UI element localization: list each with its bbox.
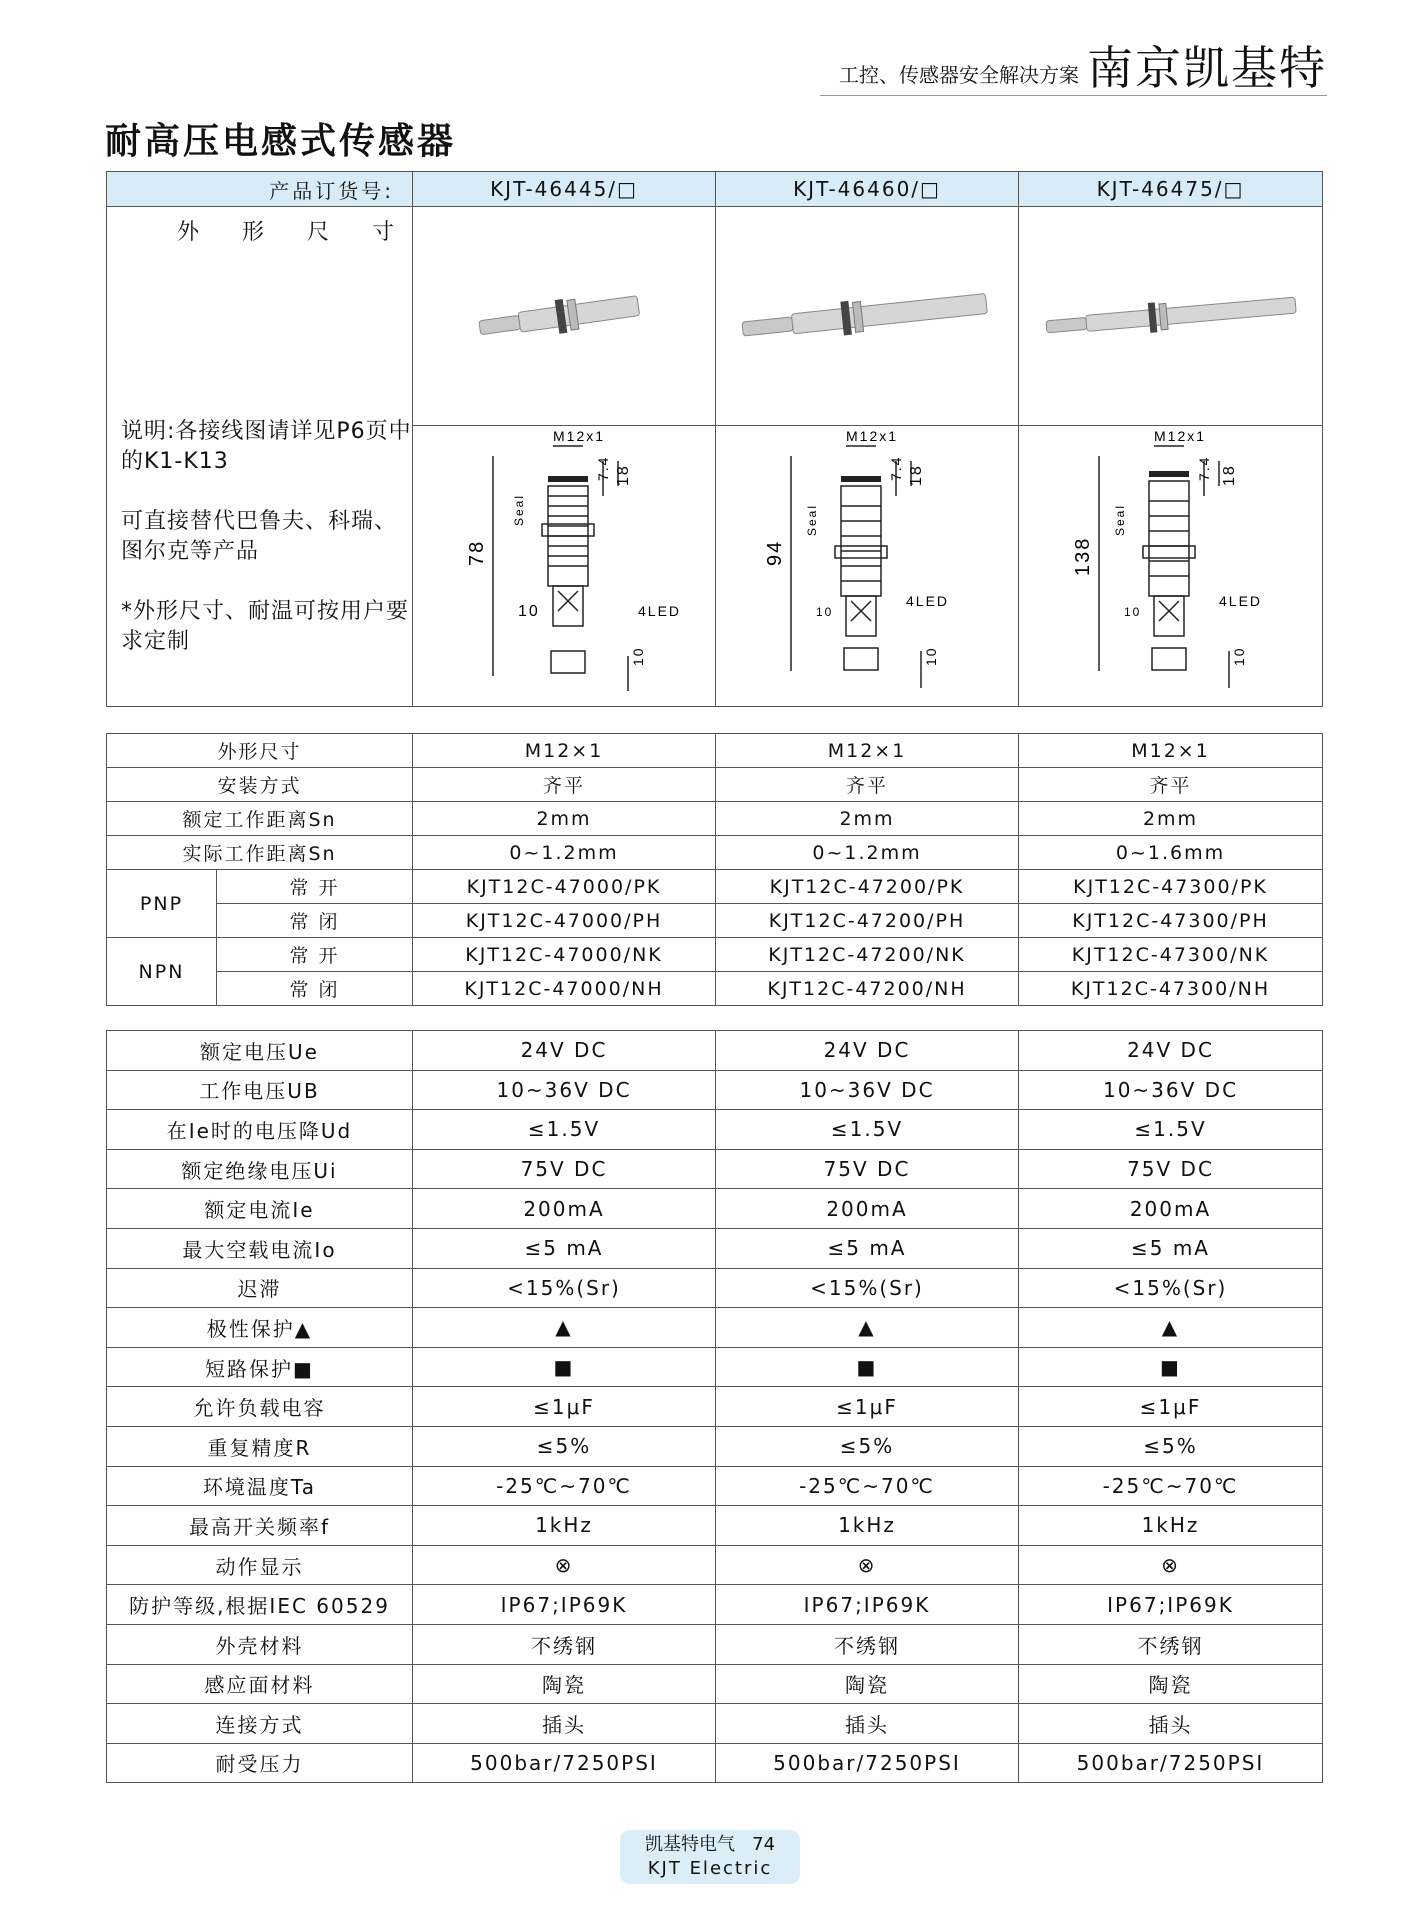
cell-value: ■ [1019,1347,1323,1387]
sensor-image [1041,281,1301,351]
cell-value: 200mA [716,1189,1019,1229]
table-row [107,1743,1323,1783]
nc-label: 常 闭 [217,904,413,938]
table-row [107,1268,1323,1308]
note-custom: *外形尺寸、耐温可按用户要求定制 [121,599,410,654]
sensor-photo-2 [716,207,1019,426]
table-row [107,734,1323,768]
drawing-dim-2: 18 [615,464,632,486]
table-row [107,1624,1323,1664]
cell-value: -25℃~70℃ [1019,1466,1323,1506]
table-row [107,802,1323,836]
cell-value: KJT12C-47300/NH [1019,972,1323,1006]
cell-value: ■ [413,1347,716,1387]
drawing-dim-4: 10 [1231,646,1247,666]
note-replace: 可直接替代巴鲁夫、科瑞、图尔克等产品 [121,509,398,564]
no-label: 常 开 [217,870,413,904]
cell-value: 2mm [716,802,1019,836]
cell-value: 10~36V DC [413,1070,716,1110]
table-row [107,1308,1323,1348]
sensor-photo-3 [1019,207,1323,426]
row-label: 耐受压力 [107,1743,413,1783]
cell-value: ≤1.5V [1019,1110,1323,1150]
cell-value: 陶瓷 [1019,1664,1323,1704]
model-3: KJT-46475/□ [1019,172,1323,207]
cell-value: ≤1μF [413,1387,716,1427]
cell-value: 2mm [413,802,716,836]
cell-value: 24V DC [1019,1031,1323,1071]
drawing-seal: Seal [512,493,526,526]
cell-value: KJT12C-47300/PK [1019,870,1323,904]
drawing-dim-1: 7.4 [595,455,611,481]
table-row [107,1110,1323,1150]
drawing-length: 78 [466,539,488,566]
drawing-led: 4LED [638,603,682,619]
row-label: 外壳材料 [107,1624,413,1664]
drawing [413,426,713,704]
cell-value: ▲ [716,1308,1019,1348]
cell-value: KJT12C-47200/NK [716,938,1019,972]
drawing-seal: Seal [1113,503,1127,536]
table-row [107,1466,1323,1506]
cell-value: KJT12C-47000/PK [413,870,716,904]
table-row [107,870,1323,904]
row-label: 工作电压UB [107,1070,413,1110]
drawing-dim-3: 10 [1124,605,1142,619]
table-row [107,972,1323,1006]
notes-cell [107,207,413,707]
footer-company: 凯基特电气 [644,1834,735,1855]
table-row [107,1149,1323,1189]
cell-value: ≤1μF [1019,1387,1323,1427]
cell-value: ≤5 mA [716,1228,1019,1268]
header-subtitle: 工控、传感器安全解决方案 [839,63,1079,87]
page-footer [620,1830,800,1884]
row-label: 防护等级,根据IEC 60529 [107,1585,413,1625]
cell-value: ≤5 mA [413,1228,716,1268]
electrical-spec-table [106,1030,1323,1783]
cell-value: 1kHz [716,1506,1019,1546]
drawing-thread: M12x1 [553,428,606,444]
note-wiring: 说明:各接线图请详见P6页中的K1-K13 [121,419,412,474]
header-brand: 南京凯基特 [1087,41,1327,95]
cell-value: 0~1.2mm [413,836,716,870]
table-row [107,1585,1323,1625]
cell-value: 不绣钢 [716,1624,1019,1664]
cell-value: 插头 [1019,1704,1323,1744]
cell-value: 0~1.6mm [1019,836,1323,870]
cell-value: 不绣钢 [1019,1624,1323,1664]
drawing-dim-1: 7.4 [1196,455,1212,481]
cell-value: 75V DC [716,1149,1019,1189]
row-label: 额定电压Ue [107,1031,413,1071]
drawing-thread: M12x1 [846,428,899,444]
cell-value: M12×1 [716,734,1019,768]
cell-value: ≤1μF [716,1387,1019,1427]
drawing-length: 94 [764,539,786,566]
cell-value: ■ [716,1347,1019,1387]
row-label: 额定电流Ie [107,1189,413,1229]
cell-value: ⊗ [1019,1545,1323,1585]
cell-value: ⊗ [716,1545,1019,1585]
table-row [107,1387,1323,1427]
row-label: 额定绝缘电压Ui [107,1149,413,1189]
sensor-image [737,281,997,351]
drawing-led: 4LED [906,593,950,609]
cell-value: KJT12C-47200/NH [716,972,1019,1006]
row-label: 环境温度Ta [107,1466,413,1506]
cell-value: 1kHz [413,1506,716,1546]
page-number: 74 [752,1834,776,1855]
product-overview-table [106,171,1323,707]
row-label: 极性保护▲ [107,1308,413,1348]
model-code-table [106,733,1323,1006]
cell-value: IP67;IP69K [716,1585,1019,1625]
drawing-seal: Seal [805,503,819,536]
drawing [716,426,1016,704]
cell-value: 不绣钢 [413,1624,716,1664]
cell-value: -25℃~70℃ [413,1466,716,1506]
drawing-dim-4: 10 [630,646,646,666]
row-label: 感应面材料 [107,1664,413,1704]
drawing [1019,426,1319,704]
cell-value: 10~36V DC [1019,1070,1323,1110]
cell-value: IP67;IP69K [1019,1585,1323,1625]
cell-value: KJT12C-47000/PH [413,904,716,938]
sensor-photo-1 [413,207,716,426]
row-label: 最大空载电流Io [107,1228,413,1268]
cell-value: 插头 [716,1704,1019,1744]
cell-value: <15%(Sr) [1019,1268,1323,1308]
order-number-label: 产品订货号: [107,172,413,207]
model-2: KJT-46460/□ [716,172,1019,207]
cell-value: <15%(Sr) [413,1268,716,1308]
table-row [107,938,1323,972]
cell-value: ≤1.5V [716,1110,1019,1150]
header-divider [820,95,1327,96]
drawing-led: 4LED [1219,593,1263,609]
table-row [107,1347,1323,1387]
drawing-dim-1: 7.4 [888,455,904,481]
drawing-dim-2: 18 [1221,464,1238,486]
cell-value: 齐平 [1019,768,1323,802]
cell-value: 500bar/7250PSI [1019,1743,1323,1783]
cell-value: ≤5% [1019,1426,1323,1466]
row-label: 最高开关频率f [107,1506,413,1546]
cell-value: 插头 [413,1704,716,1744]
row-label: 额定工作距离Sn [107,802,413,836]
table-row [107,1426,1323,1466]
cell-value: IP67;IP69K [413,1585,716,1625]
footer-company-en: KJT Electric [647,1858,773,1879]
model-1: KJT-46445/□ [413,172,716,207]
drawing-dim-4: 10 [923,646,939,666]
drawing-thread: M12x1 [1154,428,1207,444]
drawing-dim-3: 10 [518,603,540,620]
cell-value: 24V DC [413,1031,716,1071]
cell-value: ≤5% [716,1426,1019,1466]
row-label: 在Ie时的电压降Ud [107,1110,413,1150]
npn-label: NPN [107,938,217,1006]
row-label: 外形尺寸 [107,734,413,768]
cell-value: M12×1 [1019,734,1323,768]
dimension-drawing-2 [716,426,1019,707]
row-label: 迟滞 [107,1268,413,1308]
table-row [107,904,1323,938]
cell-value: KJT12C-47300/PH [1019,904,1323,938]
no-label: 常 开 [217,938,413,972]
shape-label: 外 形 尺 寸 [177,220,412,245]
row-label: 安装方式 [107,768,413,802]
dimension-drawing-1 [413,426,716,707]
cell-value: 75V DC [1019,1149,1323,1189]
cell-value: KJT12C-47000/NH [413,972,716,1006]
row-label: 重复精度R [107,1426,413,1466]
cell-value: ≤5% [413,1426,716,1466]
cell-value: ≤5 mA [1019,1228,1323,1268]
cell-value: ▲ [413,1308,716,1348]
cell-value: KJT12C-47200/PK [716,870,1019,904]
cell-value: 齐平 [413,768,716,802]
page-title: 耐高压电感式传感器 [105,121,457,162]
cell-value: KJT12C-47000/NK [413,938,716,972]
table-row [107,1189,1323,1229]
row-label: 短路保护■ [107,1347,413,1387]
cell-value: ▲ [1019,1308,1323,1348]
cell-value: 500bar/7250PSI [716,1743,1019,1783]
cell-value: KJT12C-47300/NK [1019,938,1323,972]
cell-value: 75V DC [413,1149,716,1189]
cell-value: 1kHz [1019,1506,1323,1546]
table-row [107,1506,1323,1546]
cell-value: <15%(Sr) [716,1268,1019,1308]
table-row [107,1545,1323,1585]
cell-value: 200mA [1019,1189,1323,1229]
cell-value: 陶瓷 [716,1664,1019,1704]
row-label: 允许负载电容 [107,1387,413,1427]
drawing-dim-2: 18 [908,464,925,486]
sensor-image [469,281,659,351]
cell-value: 200mA [413,1189,716,1229]
cell-value: 0~1.2mm [716,836,1019,870]
cell-value: M12×1 [413,734,716,768]
drawing-dim-3: 10 [816,605,834,619]
cell-value: ≤1.5V [413,1110,716,1150]
table-row [107,1228,1323,1268]
row-label: 实际工作距离Sn [107,836,413,870]
cell-value: 齐平 [716,768,1019,802]
dimension-drawing-3 [1019,426,1323,707]
cell-value: 陶瓷 [413,1664,716,1704]
table-row [107,1704,1323,1744]
table-row [107,1664,1323,1704]
nc-label: 常 闭 [217,972,413,1006]
pnp-label: PNP [107,870,217,938]
table-row [107,768,1323,802]
drawing-length: 138 [1072,536,1094,576]
cell-value: 2mm [1019,802,1323,836]
cell-value: KJT12C-47200/PH [716,904,1019,938]
table-row [107,836,1323,870]
cell-value: 24V DC [716,1031,1019,1071]
row-label: 动作显示 [107,1545,413,1585]
page-header [839,32,1327,98]
cell-value: ⊗ [413,1545,716,1585]
table-row [107,1070,1323,1110]
row-label: 连接方式 [107,1704,413,1744]
cell-value: -25℃~70℃ [716,1466,1019,1506]
cell-value: 10~36V DC [716,1070,1019,1110]
table-row [107,1031,1323,1071]
cell-value: 500bar/7250PSI [413,1743,716,1783]
